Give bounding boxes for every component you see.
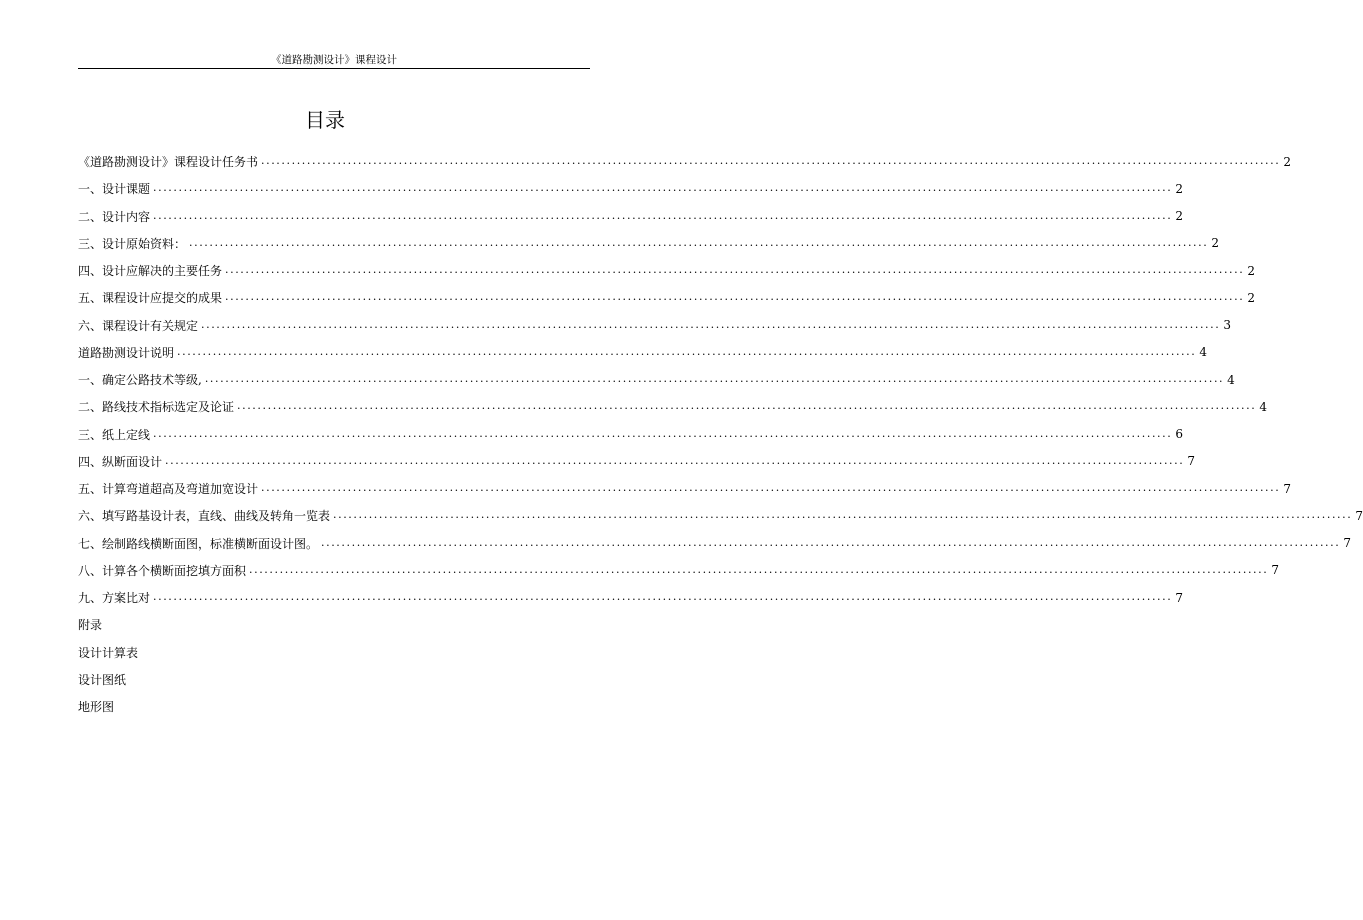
dot-leader: ........................................................................................................................................................................................................: [261, 154, 1281, 168]
toc-entry[interactable]: [78, 312, 1231, 339]
toc-entry-page: 7: [1343, 536, 1351, 551]
toc-entry[interactable]: [78, 175, 1183, 202]
page-title: 目录: [305, 108, 345, 132]
dot-leader: ........................................................................................................................................................................................................: [225, 263, 1245, 277]
toc-entry[interactable]: [78, 448, 1195, 475]
dot-leader: ........................................................................................................................................................................................................: [225, 290, 1245, 304]
toc-entry-label: 一、设计课题: [78, 182, 151, 197]
toc-entry[interactable]: [78, 557, 1279, 584]
toc-entry-label: 七、绘制路线横断面图，标准横断面设计图。: [78, 536, 319, 551]
appendix-item[interactable]: 设计图纸: [78, 672, 127, 687]
toc-entry[interactable]: [78, 284, 1255, 311]
dot-leader: ........................................................................................................................................................................................................: [165, 453, 1185, 467]
toc-entry-page: 7: [1187, 454, 1195, 469]
dot-leader: ........................................................................................................................................................................................................: [237, 399, 1257, 413]
toc-entry-page: 4: [1259, 399, 1267, 414]
table-of-contents: [78, 148, 1363, 720]
dot-leader: ........................................................................................................................................................................................................: [153, 181, 1173, 195]
toc-entry-label: 五、计算弯道超高及弯道加宽设计: [78, 482, 259, 497]
toc-entry-page: 4: [1227, 372, 1235, 387]
toc-entry-label: 八、计算各个横断面挖填方面积: [78, 563, 247, 578]
dot-leader: ........................................................................................................................................................................................................: [177, 344, 1197, 358]
toc-entry-label: 二、设计内容: [78, 209, 151, 224]
page-header: 《道路勘测设计》课程设计: [271, 54, 397, 66]
toc-entry-page: 7: [1355, 508, 1363, 523]
toc-entry-page: 3: [1223, 318, 1231, 333]
dot-leader: ........................................................................................................................................................................................................: [249, 562, 1269, 576]
toc-entry[interactable]: [78, 421, 1183, 448]
toc-entry-label: 《道路勘测设计》课程设计任务书: [78, 155, 259, 170]
toc-entry-label: 二、路线技术指标选定及论证: [78, 400, 235, 415]
toc-entry-label: 四、纵断面设计: [78, 454, 163, 469]
toc-entry-label: 五、课程设计应提交的成果: [78, 291, 223, 306]
toc-entry[interactable]: [78, 339, 1207, 366]
toc-entry[interactable]: [78, 230, 1219, 257]
toc-entry-label: 三、纸上定线: [78, 427, 151, 442]
toc-entry-label: 四、设计应解决的主要任务: [78, 264, 223, 279]
toc-entry-page: 2: [1283, 154, 1291, 169]
dot-leader: ........................................................................................................................................................................................................: [201, 317, 1221, 331]
toc-entry-page: 7: [1271, 563, 1279, 578]
toc-entry-label: 六、填写路基设计表，直线、曲线及转角一览表: [78, 509, 331, 524]
toc-entry[interactable]: [78, 530, 1351, 557]
toc-entry-page: 2: [1211, 236, 1219, 251]
dot-leader: ........................................................................................................................................................................................................: [261, 481, 1281, 495]
toc-entry-label: 道路勘测设计说明: [78, 345, 175, 360]
toc-entry-page: 4: [1199, 345, 1207, 360]
toc-entry-label: 一、确定公路技术等级,: [78, 373, 202, 388]
toc-entry[interactable]: [78, 257, 1255, 284]
appendix-heading[interactable]: 附录: [78, 618, 103, 633]
dot-leader: ........................................................................................................................................................................................................: [153, 590, 1173, 604]
toc-entry-page: 6: [1175, 427, 1183, 442]
toc-entry[interactable]: [78, 502, 1363, 529]
header-rule: [78, 68, 590, 69]
dot-leader: ........................................................................................................................................................................................................: [153, 426, 1173, 440]
appendix-item[interactable]: 地形图: [78, 700, 115, 715]
toc-entry[interactable]: [78, 203, 1183, 230]
toc-entry-page: 2: [1247, 290, 1255, 305]
toc-entry[interactable]: [78, 148, 1291, 175]
toc-entry[interactable]: [78, 366, 1235, 393]
toc-entry[interactable]: [78, 393, 1267, 420]
dot-leader: ........................................................................................................................................................................................................: [321, 535, 1341, 549]
dot-leader: ........................................................................................................................................................................................................: [153, 208, 1173, 222]
toc-entry-page: 2: [1175, 209, 1183, 224]
toc-entry-page: 2: [1247, 263, 1255, 278]
appendix-item[interactable]: 设计计算表: [78, 645, 139, 660]
dot-leader: ........................................................................................................................................................................................................: [333, 508, 1353, 522]
toc-entry[interactable]: [78, 584, 1183, 611]
toc-entry-page: 7: [1283, 481, 1291, 496]
toc-entry-label: 九、方案比对: [78, 591, 151, 606]
toc-entry-page: 2: [1175, 181, 1183, 196]
toc-entry-page: 7: [1175, 590, 1183, 605]
dot-leader: ........................................................................................................................................................................................................: [189, 235, 1209, 249]
dot-leader: ........................................................................................................................................................................................................: [204, 372, 1225, 386]
toc-entry-label: 六、课程设计有关规定: [78, 318, 199, 333]
toc-entry-label: 三、设计原始资料：: [78, 236, 187, 251]
toc-entry[interactable]: [78, 475, 1291, 502]
